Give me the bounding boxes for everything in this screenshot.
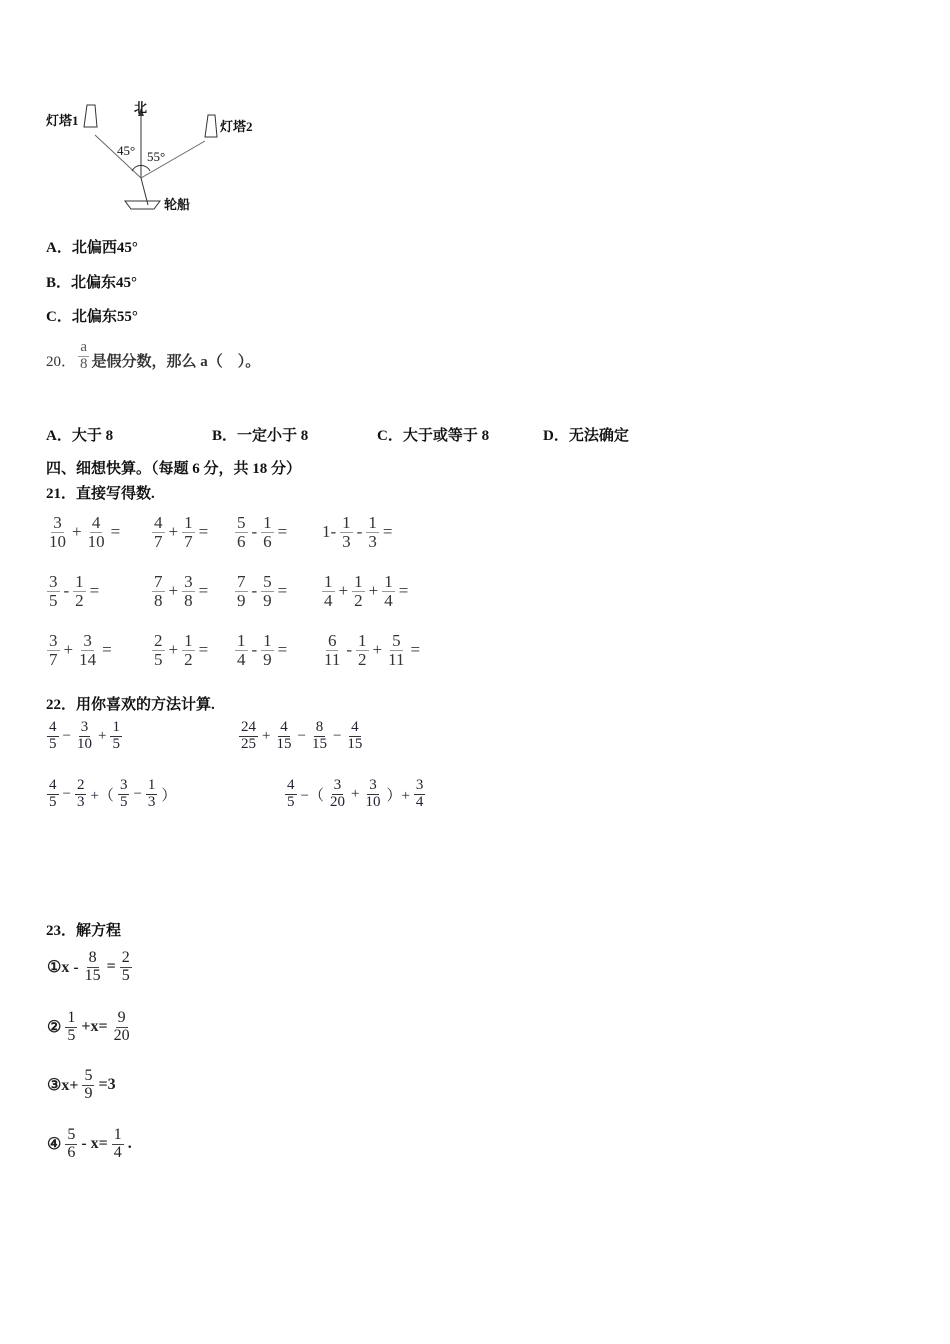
q22-expression: [45, 720, 124, 753]
fraction: [65, 1010, 77, 1045]
operator: +: [168, 581, 179, 601]
denominator: 2: [358, 649, 367, 669]
denominator: 7: [49, 649, 58, 669]
operator: =: [277, 640, 288, 660]
q23-equation: [45, 1068, 118, 1103]
q21-expression: [45, 573, 101, 610]
denominator: 2: [354, 590, 363, 610]
numerator: 1: [354, 572, 363, 591]
numerator: 1: [263, 513, 272, 532]
denominator: 4: [324, 590, 333, 610]
fraction: [47, 514, 68, 551]
fraction: [363, 778, 382, 811]
fraction: [235, 514, 248, 551]
fraction: [86, 514, 107, 551]
numerator: 1: [75, 572, 84, 591]
fraction: [112, 1127, 124, 1162]
operator: =: [198, 522, 209, 542]
denominator: 5: [49, 590, 58, 610]
q22-expression: [283, 778, 427, 811]
denominator: 6: [263, 531, 272, 551]
numerator: 9: [117, 1009, 126, 1026]
fraction: [47, 632, 60, 669]
fraction: $\frac{a}{8}$: [80, 339, 88, 372]
fraction: [120, 950, 132, 985]
q21-expression: [320, 514, 394, 551]
numerator: 1: [184, 513, 193, 532]
q22-expression: [45, 778, 178, 811]
operator: =: [198, 640, 209, 660]
numerator: 4: [280, 719, 288, 735]
fraction: [366, 514, 379, 551]
fraction: [47, 720, 59, 753]
q21-expression: [320, 632, 422, 669]
fraction: [310, 720, 329, 753]
operator: −: [332, 727, 342, 744]
diagram-angle1: 45°: [117, 143, 136, 158]
q22-expression: [237, 720, 366, 753]
numerator: 3: [333, 777, 342, 793]
operator: +: [97, 727, 107, 744]
fraction: [382, 573, 395, 610]
operator: =: [382, 522, 393, 542]
denominator: 10: [87, 531, 105, 551]
denominator: 4: [384, 590, 393, 610]
operator: ④: [47, 1136, 62, 1154]
operator: =: [398, 581, 409, 601]
numerator: 7: [237, 572, 246, 591]
numerator: 7: [154, 572, 163, 591]
denominator: 15: [347, 735, 363, 752]
operator: -: [251, 581, 258, 601]
fraction: [239, 720, 258, 753]
numerator: 1: [112, 719, 120, 735]
numerator: 1: [67, 1009, 76, 1026]
fraction: [146, 778, 158, 811]
fraction: [261, 632, 274, 669]
fraction: [274, 720, 293, 753]
diagram-lighthouse1-label: 灯塔1: [46, 113, 79, 128]
ship-icon: [125, 201, 160, 209]
numerator: 3: [80, 719, 89, 735]
fraction: [112, 1010, 132, 1045]
denominator: 5: [49, 793, 57, 810]
fraction: [77, 632, 98, 669]
numerator: 24: [241, 719, 256, 735]
denominator: 3: [76, 793, 85, 810]
numerator: 3: [49, 631, 58, 650]
numerator: 3: [83, 631, 92, 650]
fraction: [352, 573, 365, 610]
operator: +: [168, 640, 179, 660]
fraction: [152, 632, 165, 669]
operator: +: [368, 581, 379, 601]
numerator: 5: [237, 513, 246, 532]
numerator: 3: [53, 513, 62, 532]
denominator: 9: [84, 1084, 93, 1102]
numerator: 4: [49, 719, 57, 735]
operator: +x=: [81, 1018, 108, 1036]
numerator: 2: [121, 949, 130, 966]
q21-expression: [45, 514, 122, 551]
denominator: 10: [76, 735, 92, 752]
numerator: 4: [287, 777, 295, 793]
numerator: 3: [369, 777, 377, 793]
numerator: 1: [324, 572, 333, 591]
q21-expression: [320, 573, 410, 610]
denominator: 6: [237, 531, 246, 551]
denominator: 25: [241, 735, 256, 752]
denominator: 10: [365, 793, 381, 810]
numerator: 5: [392, 631, 401, 650]
fraction: [182, 632, 195, 669]
operator: =: [410, 640, 421, 660]
denominator: 11: [388, 649, 405, 669]
denominator: 15: [84, 966, 101, 984]
q20-option-a[interactable]: A．大于 8: [46, 428, 114, 444]
fraction: [83, 950, 103, 985]
q19-option-c[interactable]: C．北偏东55°: [46, 309, 138, 325]
numerator: 1: [184, 631, 193, 650]
denominator: 4: [113, 1143, 122, 1161]
diagram-ship-label: 轮船: [164, 197, 191, 212]
fraction: [182, 514, 195, 551]
numerator: 2: [76, 777, 85, 793]
q21-expression: [150, 573, 210, 610]
q21-expression: [233, 632, 289, 669]
fraction: [152, 514, 165, 551]
operator: =: [110, 522, 121, 542]
fraction: [322, 632, 342, 669]
operator: - x=: [81, 1135, 108, 1153]
numerator: 5: [84, 1067, 93, 1084]
denominator: 9: [263, 590, 272, 610]
operator: ）+: [386, 787, 410, 804]
numerator: 1: [263, 631, 272, 650]
operator: -: [251, 640, 258, 660]
fraction: [386, 632, 406, 669]
numerator: 6: [327, 631, 337, 650]
denominator: 5: [112, 735, 120, 752]
numerator: 4: [49, 777, 57, 793]
q21-expression: [150, 632, 210, 669]
denominator: 20: [329, 793, 345, 810]
numerator: 1: [237, 631, 246, 650]
operator: -: [63, 581, 70, 601]
numerator: 1: [384, 572, 393, 591]
operator: 1-: [322, 522, 337, 542]
operator: +: [338, 581, 349, 601]
operator: +: [262, 727, 271, 744]
denominator: 5: [119, 793, 128, 810]
numerator: 4: [154, 513, 163, 532]
denominator: 2: [75, 590, 84, 610]
q20-number: 20．: [46, 353, 77, 370]
numerator: 8: [315, 719, 324, 735]
operator: +: [72, 522, 82, 542]
fraction: [47, 778, 59, 811]
denominator: 7: [184, 531, 193, 551]
operator: =: [102, 640, 112, 660]
denominator: 3: [147, 793, 156, 810]
operator: -: [356, 522, 363, 542]
operator: +（: [90, 787, 114, 804]
operator: =: [89, 581, 100, 601]
denominator: 5: [67, 1026, 76, 1044]
denominator: 5: [154, 649, 163, 669]
operator: =3: [98, 1076, 116, 1094]
denominator: 14: [79, 649, 97, 669]
denominator: 11: [324, 649, 341, 669]
fraction: [235, 632, 248, 669]
operator: +: [372, 640, 383, 660]
fraction: [73, 573, 86, 610]
section-heading: 四、细想快算。（每题 6 分，共 18 分）: [46, 461, 302, 477]
denominator: 20: [113, 1026, 130, 1044]
q21-expression: [150, 514, 210, 551]
q20-option-b[interactable]: B．一定小于 8: [212, 428, 309, 444]
denominator: 15: [276, 735, 292, 752]
fraction: [47, 573, 60, 610]
numerator: 2: [154, 631, 163, 650]
numerator: 1: [342, 513, 351, 532]
denominator: 15: [311, 735, 327, 752]
fraction: [182, 573, 195, 610]
fraction: [340, 514, 353, 551]
fraction: [285, 778, 297, 811]
q21-expression: [233, 514, 289, 551]
fraction: [75, 778, 87, 811]
numerator: 5: [263, 572, 272, 591]
q20-option-c[interactable]: C．大于或等于 8: [377, 428, 490, 444]
q22-title: 22．用你喜欢的方法计算.: [46, 697, 215, 713]
denominator: 5: [121, 966, 130, 984]
fraction: [65, 1127, 77, 1162]
q23-equation: [45, 950, 134, 985]
operator: −: [62, 727, 71, 744]
denominator: 4: [415, 793, 424, 810]
denominator: 5: [49, 735, 57, 752]
operator: ③x+: [47, 1077, 79, 1095]
denominator: 7: [154, 531, 163, 551]
numerator: 4: [91, 513, 101, 532]
operator: −（: [300, 787, 324, 804]
numerator: 3: [49, 572, 58, 591]
lighthouse1-icon: [84, 105, 97, 127]
q19-option-a[interactable]: A．北偏西45°: [46, 240, 138, 256]
diagram-north-label: 北: [134, 100, 148, 115]
operator: −: [297, 727, 306, 744]
numerator: 1: [147, 777, 156, 793]
denominator: 5: [287, 793, 295, 810]
denominator: 4: [237, 649, 246, 669]
operator: +: [63, 640, 74, 660]
denominator: 6: [67, 1143, 76, 1161]
fraction: [356, 632, 369, 669]
operator: +: [350, 785, 360, 802]
operator: ①x -: [47, 959, 79, 977]
numerator: 4: [351, 719, 359, 735]
fraction: [118, 778, 130, 811]
operator: -: [346, 640, 353, 660]
denominator: 3: [342, 531, 351, 551]
operator: .: [127, 1135, 132, 1153]
q23-equation: [45, 1127, 134, 1162]
numerator: 1: [368, 513, 377, 532]
operator: =: [198, 581, 209, 601]
denominator: 2: [184, 649, 193, 669]
fraction: [345, 720, 364, 753]
q23-equation: [45, 1010, 134, 1045]
numerator: 1: [113, 1126, 122, 1143]
numerator: 5: [67, 1126, 76, 1143]
lighthouse2-icon: [205, 115, 217, 137]
denominator: 8: [154, 590, 163, 610]
operator: −: [62, 785, 71, 802]
fraction: [261, 514, 274, 551]
denominator: 8: [184, 590, 193, 610]
numerator: 3: [415, 777, 424, 793]
operator: ）: [161, 787, 177, 804]
fraction: [82, 1068, 94, 1103]
q21-title: 21．直接写得数.: [46, 486, 155, 502]
q20-question: [46, 340, 260, 373]
numerator: 1: [358, 631, 367, 650]
diagram-angle2: 55°: [147, 149, 166, 164]
q21-expression: [233, 573, 289, 610]
operator: -: [251, 522, 258, 542]
fraction: [75, 720, 94, 753]
q21-expression: [45, 632, 114, 669]
fraction: [328, 778, 347, 811]
denominator: 9: [237, 590, 246, 610]
fraction: [261, 573, 274, 610]
numerator: 3: [184, 572, 193, 591]
operator: =: [106, 958, 116, 976]
operator: ②: [47, 1019, 62, 1037]
fraction: [322, 573, 335, 610]
fraction: [235, 573, 248, 610]
q19-option-b[interactable]: B．北偏东45°: [46, 275, 138, 291]
fraction: [414, 778, 426, 811]
denominator: 10: [49, 531, 66, 551]
fraction: [152, 573, 165, 610]
operator: +: [168, 522, 179, 542]
diagram-lighthouse2-label: 灯塔2: [220, 119, 253, 134]
denominator: 9: [263, 649, 272, 669]
fraction: [110, 720, 122, 753]
numerator: 8: [88, 949, 97, 966]
operator: −: [133, 785, 142, 802]
numerator: 3: [119, 777, 128, 793]
operator: =: [277, 581, 288, 601]
denominator: 3: [368, 531, 377, 551]
operator: =: [277, 522, 288, 542]
q23-title: 23．解方程: [46, 923, 122, 939]
q20-text: 是假分数，那么 a（ ）。: [91, 353, 261, 370]
q20-option-d[interactable]: D．无法确定: [543, 428, 629, 444]
